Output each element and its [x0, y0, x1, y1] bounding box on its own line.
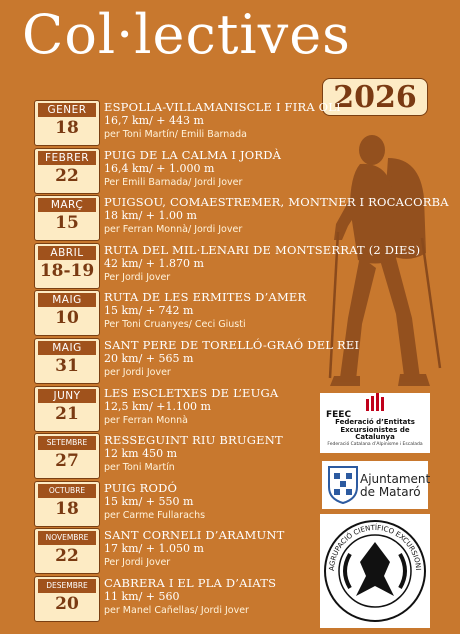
date-badge — [34, 433, 100, 479]
date-badge — [34, 100, 100, 146]
event-guides: per Toni Martín/ Emili Barnada — [104, 129, 247, 140]
event-stats: 16,4 km/ + 1.000 m — [104, 161, 215, 175]
event-month: MAIG — [38, 341, 96, 355]
date-badge — [34, 481, 100, 527]
event-month: NOVEMBRE — [38, 531, 96, 545]
event-month: JUNY — [38, 389, 96, 403]
event-stats: 11 km/ + 560 — [104, 590, 180, 603]
event-stats: 12 km 450 m — [104, 447, 178, 461]
mataro-name: Ajuntament de Mataró — [360, 472, 431, 499]
event-title: PUIG RODÓ — [104, 480, 178, 495]
event-stats: 16,7 km/ + 443 m — [104, 114, 204, 127]
year-label: 2026 — [333, 79, 417, 115]
event-month: ABRIL — [38, 246, 96, 260]
event-day: 27 — [55, 451, 79, 472]
date-badge — [34, 243, 100, 289]
event-guides: per Carme Fullarachs — [104, 509, 206, 521]
event-day: 18-19 — [39, 260, 95, 281]
event-month: FEBRER — [38, 151, 96, 165]
event-day: 15 — [55, 213, 79, 234]
date-badge — [34, 290, 100, 336]
event-row — [0, 338, 463, 384]
event-day: 18 — [55, 118, 79, 138]
event-guides: Per Emili Barnada/ Jordi Jover — [104, 176, 243, 188]
date-badge — [34, 338, 100, 384]
event-stats: 20 km/ + 565 m — [104, 352, 194, 365]
event-day: 31 — [55, 356, 79, 376]
event-row — [0, 100, 463, 146]
event-stats: 15 km/ + 742 m — [104, 304, 194, 318]
feec-subtitle: Federació Catalana d’Alpinisme i Escalada — [327, 442, 423, 447]
event-day: 21 — [55, 403, 79, 424]
event-stats: 42 km/ + 1.870 m — [104, 256, 204, 270]
event-guides: per Jordi Jover — [104, 367, 171, 378]
event-day: 20 — [55, 594, 79, 614]
feec-logo — [320, 393, 430, 453]
event-title: RUTA DE LES ERMITES D’AMER — [104, 290, 307, 305]
event-guides: Per Jordi Jover — [104, 557, 171, 569]
event-stats: 12,5 km/ +1.100 m — [104, 399, 211, 413]
date-badge — [34, 386, 100, 432]
event-title: SANT CORNELI D’ARAMUNT — [104, 528, 285, 543]
mataro-logo — [322, 461, 431, 509]
event-stats: 18 km/ + 1.00 m — [104, 209, 197, 223]
event-guides: Per Jordi Jover — [104, 271, 171, 283]
event-stats: 15 km/ + 550 m — [104, 494, 194, 508]
event-title: RUTA DEL MIL·LENARI DE MONTSERRAT (2 DIES) — [104, 242, 421, 257]
event-day: 22 — [55, 165, 79, 186]
seal-logo — [320, 514, 430, 628]
event-guides: per Manel Cañellas/ Jordi Jover — [104, 605, 249, 616]
event-month: MARÇ — [38, 198, 96, 212]
event-title: PUIG DE LA CALMA I JORDÀ — [104, 147, 282, 162]
event-title: LES ESCLETXES DE L’EUGA — [104, 385, 279, 400]
event-month: OCTUBRE — [38, 484, 96, 498]
seal-emblem-icon — [320, 514, 430, 628]
event-row — [0, 243, 463, 289]
event-guides: Per Toni Cruanyes/ Ceci Giusti — [104, 319, 246, 331]
event-guides: per Ferran Monnà/ Jordi Jover — [104, 224, 243, 236]
event-day: 22 — [55, 546, 79, 567]
event-guides: per Toni Martín — [104, 462, 175, 474]
event-title: ESPOLLA-VILLAMANISCLE I FIRA OLI — [104, 100, 341, 114]
feec-acronym: FEEC — [326, 410, 352, 420]
date-badge — [34, 528, 100, 574]
event-row — [0, 195, 463, 241]
seal-text: AGRUPACIÓ CIENTÍFICO EXCURSIONI — [327, 523, 423, 572]
event-day: 10 — [55, 308, 79, 329]
event-month: DESEMBRE — [38, 579, 96, 593]
event-guides: per Ferran Monnà — [104, 414, 188, 426]
poster-title: Col·lectives — [22, 3, 351, 66]
event-month: GENER — [38, 103, 96, 117]
date-badge — [34, 195, 100, 241]
event-title: RESSEGUINT RIU BRUGENT — [104, 433, 283, 448]
event-month: MAIG — [38, 293, 96, 307]
event-day: 18 — [55, 498, 79, 519]
event-row — [0, 148, 463, 194]
event-title: CABRERA I EL PLA D’AIATS — [104, 576, 277, 590]
event-title: SANT PERE DE TORELLÓ-GRAÓ DEL REI — [104, 338, 360, 352]
mataro-shield-icon — [326, 465, 360, 505]
event-stats: 17 km/ + 1.050 m — [104, 542, 204, 556]
event-month: SETEMBRE — [38, 436, 96, 450]
feec-name: Federació d’Entitats Excursionistes de Catalunya — [335, 418, 415, 442]
event-row — [0, 290, 463, 336]
date-badge — [34, 576, 100, 622]
event-title: PUIGSOU, COMAESTREMER, MONTNER I ROCACORBA — [104, 195, 449, 210]
date-badge — [34, 148, 100, 194]
